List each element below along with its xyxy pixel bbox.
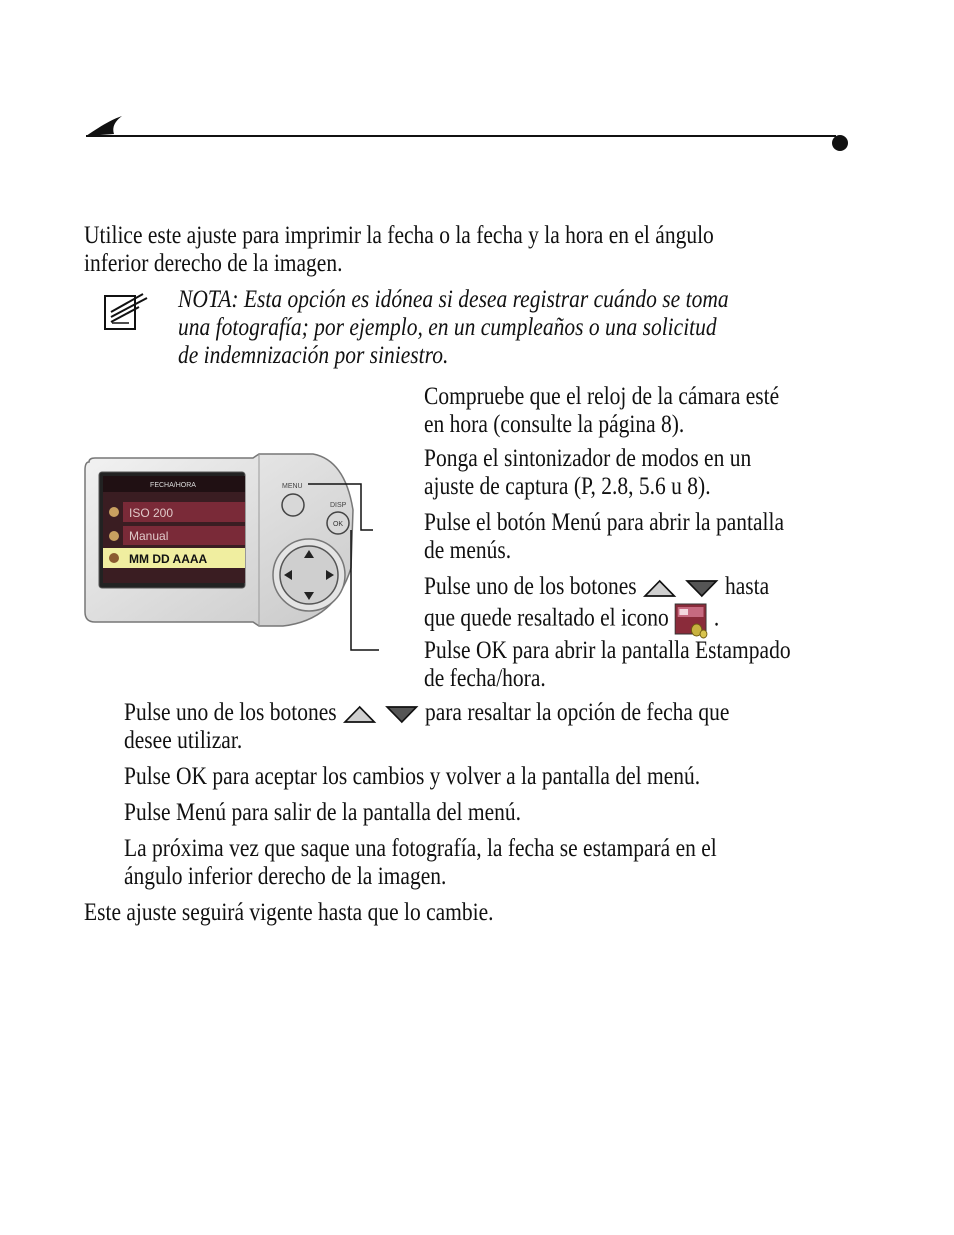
header-rule (84, 112, 854, 152)
step-4-text-pre: Pulse uno de los botones (424, 573, 637, 600)
step-5-line-2: de fecha/hora. (424, 665, 546, 692)
screen-item-3: MM DD AAAA (129, 552, 208, 566)
screen-item-1: ISO 200 (129, 506, 174, 520)
step-9-line-1: La próxima vez que saque una fotografía, la fecha se estampará en el (124, 835, 717, 862)
step-5-line-1: Pulse OK para abrir la pantalla Estampado (424, 637, 791, 664)
closing-line: Este ajuste seguirá vigente hasta que lo cambie. (84, 899, 494, 926)
step-6-line-1 (124, 699, 729, 727)
step-2-line-1: Ponga el sintonizador de modos en un (424, 445, 752, 472)
step-4-text-post: hasta (724, 573, 770, 600)
down-arrow-icon (383, 703, 419, 725)
note-line-3: de indemnización por siniestro. (178, 342, 449, 369)
menu-label: MENU (282, 483, 303, 490)
step-4-text-pre-2: que quede resaltado el icono (424, 604, 669, 632)
intro-line-2: inferior derecho de la imagen. (84, 250, 343, 277)
camera-back-figure (83, 450, 383, 655)
step-6-text-post: para resaltar la opción de fecha que (424, 699, 730, 726)
ok-label: OK (332, 521, 344, 528)
up-arrow-icon (642, 577, 678, 599)
step-1-line-2: en hora (consulte la página 8). (424, 411, 685, 438)
note-line-1: NOTA: Esta opción es idónea si desea registrar cuándo se toma (178, 286, 729, 313)
step-7: Pulse OK para aceptar los cambios y volver a la pantalla del menú. (124, 763, 701, 790)
step-6-text-pre: Pulse uno de los botones (124, 699, 337, 726)
step-3-line-1: Pulse el botón Menú para abrir la pantalla (424, 509, 785, 536)
intro-line-1: Utilice este ajuste para imprimir la fecha o la fecha y la hora en el ángulo (84, 222, 714, 249)
step-4-text-post-2: . (713, 604, 720, 632)
step-2-line-2: ajuste de captura (P, 2.8, 5.6 u 8). (424, 473, 711, 500)
step-4-line-1 (424, 573, 769, 601)
step-6-line-2: desee utilizar. (124, 727, 243, 754)
step-3-line-2: de menús. (424, 537, 512, 564)
step-1-line-1: Compruebe que el reloj de la cámara esté (424, 383, 780, 410)
step-4-line-2 (424, 601, 719, 639)
screen-item-2: Manual (129, 529, 169, 543)
step-8: Pulse Menú para salir de la pantalla del menú. (124, 799, 522, 826)
date-stamp-icon (674, 601, 708, 639)
screen-header: FECHA/HORA (150, 482, 196, 489)
note-line-2: una fotografía; por ejemplo, en un cumpleaños o una solicitud (178, 314, 717, 341)
pencil-note-icon (103, 290, 151, 332)
up-arrow-icon (342, 703, 378, 725)
step-9-line-2: ángulo inferior derecho de la imagen. (124, 863, 447, 890)
disp-label: DISP (330, 502, 347, 509)
down-arrow-icon (683, 577, 719, 599)
